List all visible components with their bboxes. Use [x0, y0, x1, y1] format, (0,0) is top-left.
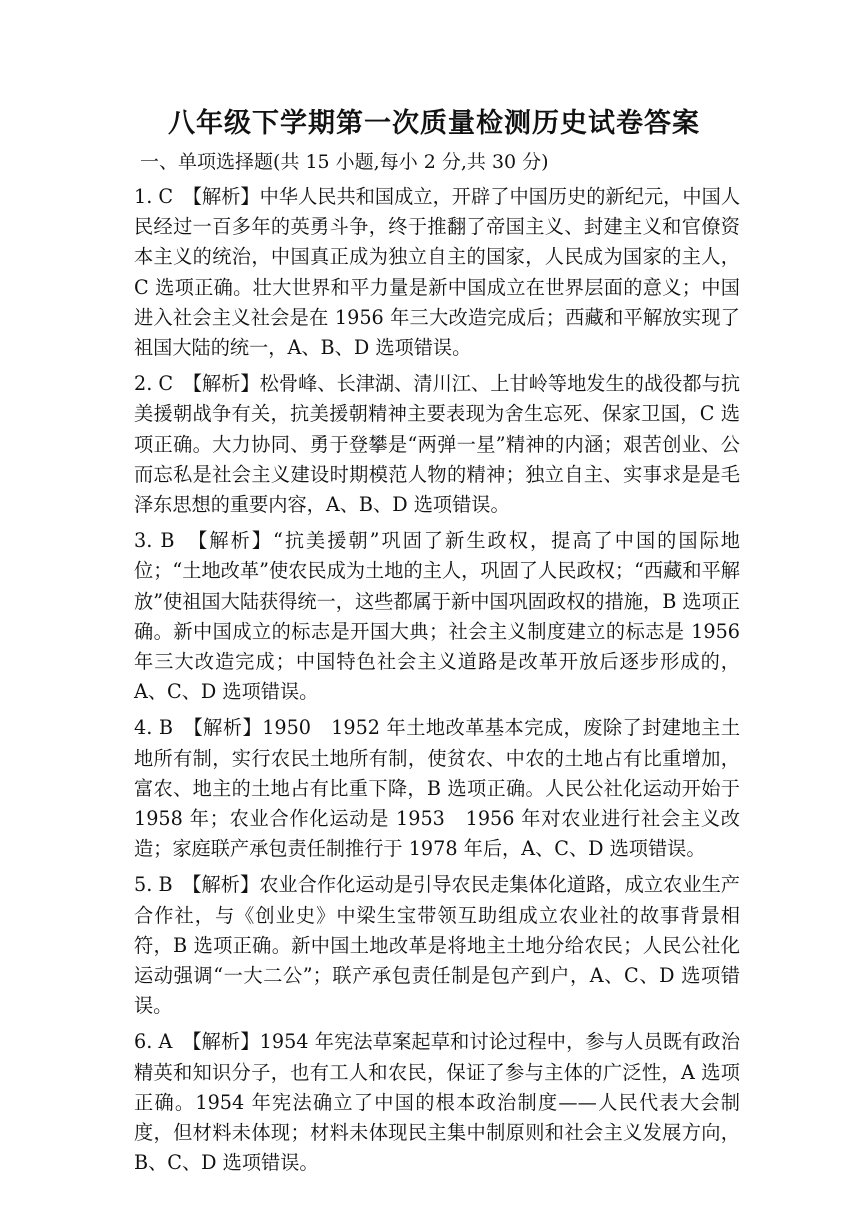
answer-item: [134, 182, 740, 363]
answer-label: 2. C: [134, 372, 174, 396]
explain-tag: 【解析】: [191, 1030, 260, 1054]
answer-text: 松骨峰、长津湖、清川江、上甘岭等地发生的战役都与抗美援朝战争有关，抗美援朝精神主要表现为舍生忘死、保家卫国，C 选项正确。大力协同、勇于登攀是“两弹一星”精神的内涵；艰苦创业、公而忘私是社会主义建设时期模范人物的精神；独立自主、实事求是是毛泽东思想的重要内容，A、B、D 选项错误。: [134, 372, 741, 517]
answer-label: 4. B: [134, 716, 173, 740]
answer-text: 1950 1952 年土地改革基本完成，废除了封建地主土地所有制，实行农民土地所有制，使贫农、中农的土地占有比重增加，富农、地主的土地占有比重下降，B 选项正确。人民公社化运动开始于 1958 年；农业合作化运动是 1953 1956 年对农业进行社会主义改造；家庭联产承包责任制推行于 1978 年后，A、C、D 选项错误。: [134, 716, 741, 861]
answer-item: [134, 713, 740, 864]
answer-item: [134, 870, 740, 1021]
explain-tag: 【解析】: [192, 372, 260, 396]
answer-item: [134, 1027, 740, 1178]
answer-label: 1. C: [134, 185, 174, 208]
answer-label: 5. B: [134, 873, 173, 897]
answer-text: “抗美援朝”巩固了新生政权，提高了中国的国际地位；“土地改革”使农民成为土地的主人，巩固了人民政权；“西藏和平解放”使祖国大陆获得统一，这些都属于新中国巩固政权的措施，B 选项正确。新中国成立的标志是开国大典；社会主义制度建立的标志是 1956 年三大改造完成；中国特色社会主义道路是改革开放后逐步形成的，A、C、D 选项错误。: [134, 529, 740, 704]
explain-tag: 【解析】: [192, 185, 260, 208]
section-heading: 一、单项选择题(共 15 小题,每小 2 分,共 30 分): [140, 151, 549, 173]
explain-tag: 【解析】: [191, 873, 260, 897]
explain-tag: 【解析】: [197, 529, 273, 553]
explain-tag: 【解析】: [193, 716, 263, 740]
answer-text: 农业合作化运动是引导农民走集体化道路，成立农业生产合作社，与《创业史》中梁生宝带领互助组成立农业社的故事背景相符，B 选项正确。新中国土地改革是将地主土地分给农民；人民公社化运动强调“一大二公”；联产承包责任制是包产到户，A、C、D 选项错误。: [134, 873, 740, 1018]
answer-label: 6. A: [134, 1030, 173, 1054]
answer-text: 中华人民共和国成立，开辟了中国历史的新纪元，中国人民经过一百多年的英勇斗争，终于推翻了帝国主义、封建主义和官僚资本主义的统治，中国真正成为独立自主的国家，人民成为国家的主人，C 选项正确。壮大世界和平力量是新中国成立在世界层面的意义；中国进入社会主义社会是在 1956 年三大改造完成后；西藏和平解放实现了祖国大陆的统一，A、B、D 选项错误。: [134, 185, 741, 360]
answer-list: [134, 182, 740, 1185]
page-title: 八年级下学期第一次质量检测历史试卷答案: [168, 108, 700, 139]
answer-item: [134, 526, 740, 707]
answer-text: 1954 年宪法草案起草和讨论过程中，参与人员既有政治精英和知识分子，也有工人和农民，保证了参与主体的广泛性，A 选项正确。1954 年宪法确立了中国的根本政治制度——人民代表大会制度，但材料未体现；材料未体现民主集中制原则和社会主义发展方向，B、C、D 选项错误。: [134, 1030, 741, 1175]
answer-item: [134, 369, 740, 520]
answer-label: 3. B: [134, 529, 175, 553]
